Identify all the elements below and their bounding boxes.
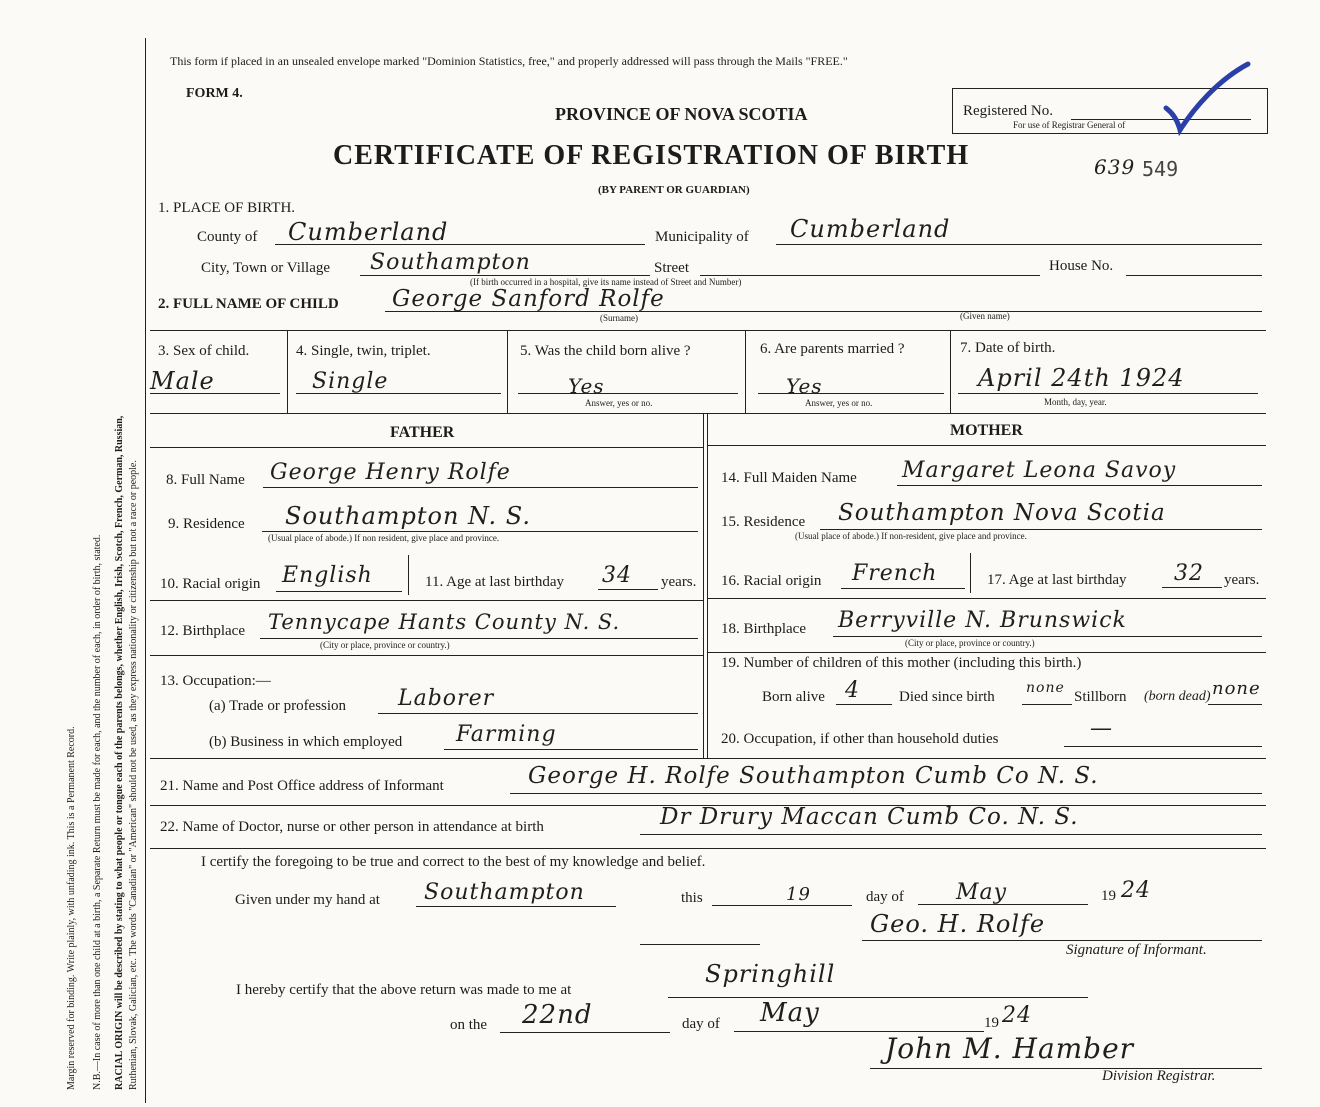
- registered-number-handwritten: 639: [1094, 155, 1136, 179]
- registrar-statement: I hereby certify that the above return was made to me at: [236, 982, 572, 998]
- mother-residence-label: 15. Residence: [721, 514, 806, 530]
- father-birthplace-note: (City or place, province or country.): [320, 640, 450, 650]
- father-trade-value: Laborer: [398, 686, 495, 711]
- mother-years-label: years.: [1224, 572, 1260, 588]
- father-racial-origin-label: 10. Racial origin: [160, 576, 261, 592]
- page-title: CERTIFICATE OF REGISTRATION OF BIRTH: [333, 140, 970, 171]
- mother-racial-origin-value: French: [852, 561, 938, 586]
- mother-racial-origin-label: 16. Racial origin: [721, 573, 822, 589]
- registrar-place-value: Springhill: [705, 960, 836, 988]
- mailing-notice: This form if placed in an unsealed envelope marked "Dominion Statistics, free," and properly addressed will pass through the Mails "FREE.": [170, 54, 848, 68]
- born-alive-count-label: Born alive: [762, 689, 825, 705]
- place-of-birth-heading: 1. PLACE OF BIRTH.: [158, 200, 296, 216]
- father-name-value: George Henry Rolfe: [270, 460, 511, 485]
- father-birthplace-label: 12. Birthplace: [160, 623, 245, 639]
- father-age-label: 11. Age at last birthday: [425, 574, 564, 590]
- mother-birthplace-note: (City or place, province or country.): [905, 638, 1035, 648]
- given-place-value: Southampton: [424, 880, 585, 905]
- born-alive-label: 5. Was the child born alive ?: [520, 343, 691, 359]
- father-abode-note: (Usual place of abode.) If non resident, give place and province.: [268, 533, 500, 543]
- father-birthplace-value: Tennycape Hants County N. S.: [268, 610, 621, 634]
- child-name-label: 2. FULL NAME OF CHILD: [158, 296, 339, 312]
- informant-signature: Geo. H. Rolfe: [870, 910, 1046, 938]
- registrar-signature: John M. Hamber: [885, 1032, 1135, 1065]
- father-racial-origin-value: English: [282, 563, 373, 588]
- date-of-birth-label: 7. Date of birth.: [960, 340, 1056, 356]
- registrar-signature-label: Division Registrar.: [1102, 1068, 1216, 1084]
- father-business-value: Farming: [456, 722, 557, 747]
- surname-note: (Surname): [600, 313, 638, 323]
- mother-name-label: 14. Full Maiden Name: [721, 470, 857, 486]
- registrar-month-value: May: [760, 998, 820, 1028]
- plurality-label: 4. Single, twin, triplet.: [296, 343, 431, 359]
- parents-married-note: Answer, yes or no.: [805, 398, 873, 408]
- father-residence-label: 9. Residence: [168, 516, 245, 532]
- doctor-label: 22. Name of Doctor, nurse or other person in attendance at birth: [160, 819, 544, 835]
- children-count-label: 19. Number of children of this mother (including this birth.): [721, 655, 1082, 671]
- mother-birthplace-label: 18. Birthplace: [721, 621, 806, 637]
- municipality-value: Cumberland: [790, 215, 951, 243]
- mother-abode-note: (Usual place of abode.) If non-resident, give place and province.: [795, 531, 1027, 541]
- father-years-label: years.: [661, 574, 697, 590]
- registrar-day-of-label: day of: [682, 1016, 720, 1032]
- given-day-value: 19: [786, 884, 811, 905]
- born-alive-value: Yes: [568, 374, 605, 398]
- doctor-value: Dr Drury Maccan Cumb Co. N. S.: [660, 804, 1079, 830]
- province-heading: PROVINCE OF NOVA SCOTIA: [555, 104, 808, 124]
- born-alive-count-value: 4: [845, 678, 860, 703]
- mother-name-value: Margaret Leona Savoy: [902, 458, 1177, 483]
- given-month-value: May: [956, 880, 1008, 905]
- mother-residence-value: Southampton Nova Scotia: [838, 500, 1166, 526]
- stillborn-value: none: [1212, 678, 1261, 699]
- father-name-label: 8. Full Name: [166, 472, 245, 488]
- father-trade-label: (a) Trade or profession: [209, 698, 347, 714]
- registrar-day-value: 22nd: [522, 1000, 593, 1030]
- form-number: FORM 4.: [186, 86, 243, 101]
- given-day-of-label: day of: [866, 889, 904, 905]
- county-label: County of: [197, 229, 258, 245]
- mother-age-value: 32: [1174, 561, 1204, 586]
- father-occupation-label: 13. Occupation:—: [160, 673, 271, 689]
- certify-statement: I certify the foregoing to be true and correct to the best of my knowledge and belief.: [201, 854, 706, 870]
- died-since-birth-label: Died since birth: [899, 689, 995, 705]
- date-of-birth-value: April 24th 1924: [978, 364, 1185, 392]
- parents-married-value: Yes: [786, 374, 823, 398]
- mother-occupation-label: 20. Occupation, if other than household duties: [721, 731, 999, 747]
- mother-age-label: 17. Age at last birthday: [987, 572, 1127, 588]
- given-year-suffix: 24: [1121, 878, 1151, 903]
- child-name-value: George Sanford Rolfe: [392, 286, 665, 312]
- municipality-label: Municipality of: [655, 229, 749, 245]
- parents-married-label: 6. Are parents married ?: [760, 341, 905, 357]
- this-label: this: [681, 890, 703, 906]
- father-residence-value: Southampton N. S.: [285, 502, 531, 530]
- house-number-label: House No.: [1049, 258, 1114, 274]
- margin-note-nb: N.B.—In case of more than one child at a birth, a Separate Return must be made for each, and the number of each, in order of birth, stated.: [92, 534, 103, 1090]
- registered-label: Registered No.: [963, 103, 1053, 119]
- registered-number-stamp: 549: [1142, 157, 1179, 181]
- margin-rule: [145, 38, 146, 1103]
- informant-label: 21. Name and Post Office address of Informant: [160, 778, 444, 794]
- mother-birthplace-value: Berryville N. Brunswick: [838, 608, 1127, 633]
- given-name-note: (Given name): [960, 311, 1010, 321]
- margin-note-racial-origin: RACIAL ORIGIN will be described by stating to what people or tongue each of the parents belongs, whether English, Irish, Scotch, French, German, Russian,: [114, 415, 125, 1090]
- father-age-value: 34: [602, 563, 632, 588]
- date-of-birth-note: Month, day, year.: [1044, 397, 1107, 407]
- city-value: Southampton: [370, 250, 531, 275]
- city-label: City, Town or Village: [201, 260, 331, 276]
- given-under-hand-label: Given under my hand at: [235, 892, 380, 908]
- on-the-label: on the: [450, 1017, 488, 1033]
- page-subtitle: (BY PARENT OR GUARDIAN): [598, 184, 750, 196]
- stillborn-note: (born dead): [1144, 689, 1211, 704]
- informant-value: George H. Rolfe Southampton Cumb Co N. S.: [528, 763, 1099, 789]
- registrar-year-suffix: 24: [1002, 1003, 1032, 1028]
- margin-note-nationality: Ruthenian, Slovak, Galician, etc. The words "Canadian" or "American" should not be used, as they express nationality or citizenship but not a race or people.: [128, 460, 139, 1090]
- check-mark-icon: [1160, 58, 1255, 138]
- father-business-label: (b) Business in which employed: [209, 734, 403, 750]
- registrar-year-prefix: 19: [984, 1015, 999, 1031]
- informant-signature-label: Signature of Informant.: [1066, 942, 1207, 958]
- margin-note-binding: Margin reserved for binding. Write plainly, with unfading ink. This is a Permanent Record.: [66, 726, 77, 1090]
- stillborn-label: Stillborn: [1074, 689, 1127, 705]
- father-heading: FATHER: [390, 424, 455, 441]
- born-alive-note: Answer, yes or no.: [585, 398, 653, 408]
- mother-heading: MOTHER: [950, 422, 1023, 439]
- hospital-note: (If birth occurred in a hospital, give its name instead of Street and Number): [470, 277, 742, 287]
- died-since-birth-value: none: [1026, 680, 1065, 696]
- registrar-use-note: For use of Registrar General of: [1013, 120, 1126, 130]
- given-year-prefix: 19: [1101, 888, 1116, 904]
- street-label: Street: [654, 260, 689, 276]
- county-value: Cumberland: [288, 218, 449, 246]
- plurality-value: Single: [312, 369, 389, 394]
- sex-label: 3. Sex of child.: [158, 343, 250, 359]
- mother-occupation-value: —: [1090, 716, 1113, 741]
- sex-value: Male: [150, 367, 215, 395]
